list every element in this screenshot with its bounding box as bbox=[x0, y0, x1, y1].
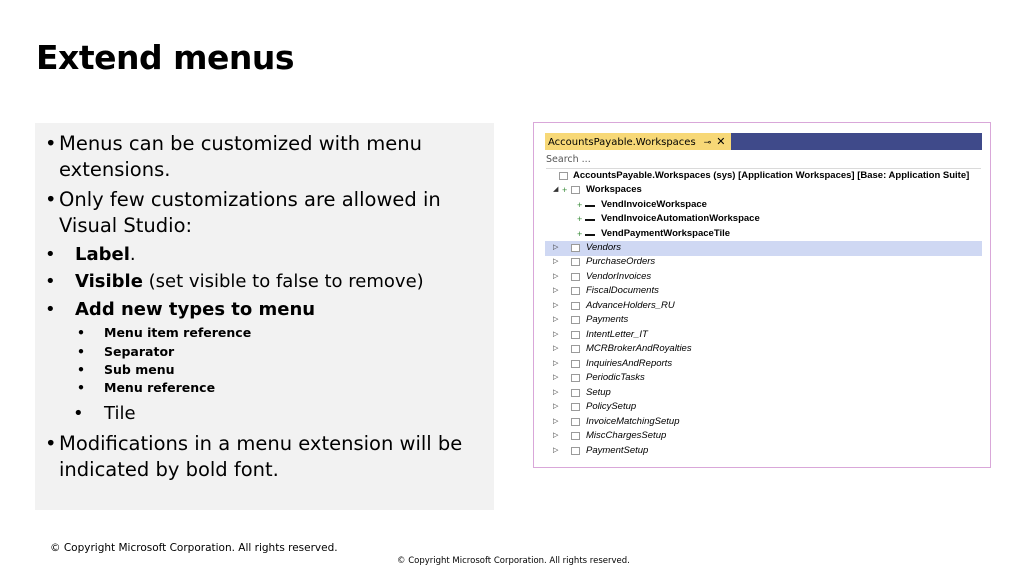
folder-icon bbox=[571, 186, 580, 194]
collapsed-arrow-icon[interactable]: ▷ bbox=[553, 287, 559, 294]
tree-label: Setup bbox=[586, 387, 611, 398]
folder-icon bbox=[571, 345, 580, 353]
folder-icon bbox=[571, 403, 580, 411]
tree-label: PeriodicTasks bbox=[586, 372, 645, 383]
collapsed-arrow-icon[interactable]: ▷ bbox=[553, 302, 559, 309]
bullet-dot: • bbox=[45, 244, 56, 265]
bullet-text: Menus can be customized with menu bbox=[59, 132, 423, 155]
sub-bullet-text: Menu reference bbox=[104, 380, 216, 395]
bullet-text: indicated by bold font. bbox=[59, 458, 279, 481]
sub-bullet-menu-item-reference bbox=[77, 325, 252, 340]
tree-label: VendInvoiceWorkspace bbox=[601, 199, 707, 210]
bullet-text: Modifications in a menu extension will be bbox=[59, 432, 463, 455]
folder-icon bbox=[571, 244, 580, 252]
tree-node-workspaces[interactable] bbox=[545, 183, 982, 198]
tree-label: MiscChargesSetup bbox=[586, 430, 667, 441]
sub-bullet-separator bbox=[77, 344, 175, 359]
tree-label: VendInvoiceAutomationWorkspace bbox=[601, 213, 760, 224]
tree-node[interactable] bbox=[545, 415, 982, 430]
folder-icon bbox=[571, 432, 580, 440]
tree-node[interactable] bbox=[545, 357, 982, 372]
bullet-dot: • bbox=[45, 188, 57, 211]
sub-bullet-text: Sub menu bbox=[104, 362, 175, 377]
tree-child[interactable] bbox=[545, 227, 982, 242]
added-icon: + bbox=[577, 229, 583, 239]
collapsed-arrow-icon[interactable]: ▷ bbox=[553, 345, 559, 352]
pin-icon[interactable]: ⊸ bbox=[703, 138, 712, 148]
bullet-dot: • bbox=[77, 380, 85, 395]
tree-label: PurchaseOrders bbox=[586, 256, 656, 267]
folder-icon bbox=[571, 360, 580, 368]
folder-icon bbox=[571, 389, 580, 397]
tree-label: Vendors bbox=[586, 242, 622, 253]
tree-label: AccountsPayable.Workspaces (sys) [Application Workspaces] [Base: Application Suite] bbox=[573, 170, 970, 181]
expanded-arrow-icon[interactable]: ◢ bbox=[553, 186, 559, 193]
visual-studio-screenshot bbox=[533, 122, 991, 468]
added-icon: + bbox=[577, 200, 583, 210]
tree-label: PolicySetup bbox=[586, 401, 637, 412]
folder-icon bbox=[559, 172, 568, 180]
folder-icon bbox=[571, 273, 580, 281]
collapsed-arrow-icon[interactable]: ▷ bbox=[553, 360, 559, 367]
tree-node[interactable] bbox=[545, 328, 982, 343]
tree-label: VendorInvoices bbox=[586, 271, 652, 282]
folder-icon bbox=[571, 287, 580, 295]
collapsed-arrow-icon[interactable]: ▷ bbox=[553, 418, 559, 425]
added-icon: + bbox=[577, 214, 583, 224]
tree-label: AdvanceHolders_RU bbox=[586, 300, 675, 311]
document-tab-bar bbox=[545, 133, 982, 150]
menu-item-icon bbox=[585, 205, 595, 207]
bullet-text: extensions. bbox=[59, 158, 171, 181]
copyright-left: © Copyright Microsoft Corporation. All rights reserved. bbox=[50, 542, 338, 554]
collapsed-arrow-icon[interactable]: ▷ bbox=[553, 331, 559, 338]
search-input[interactable]: Search ... bbox=[546, 154, 981, 169]
tree-root[interactable] bbox=[545, 169, 982, 184]
bullet-dot: • bbox=[77, 362, 85, 377]
tree-node[interactable] bbox=[545, 284, 982, 299]
folder-icon bbox=[571, 316, 580, 324]
bullet-text: Only few customizations are allowed in bbox=[59, 188, 441, 211]
folder-icon bbox=[571, 418, 580, 426]
bullet-dot: • bbox=[73, 403, 84, 424]
tree-label: VendPaymentWorkspaceTile bbox=[601, 228, 731, 239]
tree-node[interactable] bbox=[545, 386, 982, 401]
tree-node[interactable] bbox=[545, 255, 982, 270]
collapsed-arrow-icon[interactable]: ▷ bbox=[553, 447, 559, 454]
tree-child[interactable] bbox=[545, 198, 982, 213]
added-icon: + bbox=[562, 185, 568, 195]
bullet-dot: • bbox=[77, 344, 85, 359]
bullet-text: Visual Studio: bbox=[59, 214, 193, 237]
tree-node[interactable] bbox=[545, 429, 982, 444]
tab-label: AccountsPayable.Workspaces bbox=[548, 137, 696, 148]
tree-label: PaymentSetup bbox=[586, 445, 649, 456]
tree-node[interactable] bbox=[545, 313, 982, 328]
copyright-center: © Copyright Microsoft Corporation. All rights reserved. bbox=[397, 556, 630, 566]
tree-child[interactable] bbox=[545, 212, 982, 227]
folder-icon bbox=[571, 302, 580, 310]
collapsed-arrow-icon[interactable]: ▷ bbox=[553, 374, 559, 381]
folder-icon bbox=[571, 258, 580, 266]
collapsed-arrow-icon[interactable]: ▷ bbox=[553, 244, 559, 251]
slide-title: Extend menus bbox=[36, 38, 294, 77]
tree-label: InvoiceMatchingSetup bbox=[586, 416, 680, 427]
sub-bullet-sub-menu bbox=[77, 362, 175, 377]
folder-icon bbox=[571, 374, 580, 382]
bullet-bold-text: Label bbox=[75, 244, 130, 265]
collapsed-arrow-icon[interactable]: ▷ bbox=[553, 316, 559, 323]
bullet-dot: • bbox=[77, 325, 85, 340]
folder-icon bbox=[571, 447, 580, 455]
bullet-dot: • bbox=[45, 132, 57, 155]
tree-label: FiscalDocuments bbox=[586, 285, 659, 296]
bullet-bold-text: Add new types to menu bbox=[75, 299, 316, 320]
collapsed-arrow-icon[interactable]: ▷ bbox=[553, 389, 559, 396]
menu-item-icon bbox=[585, 219, 595, 221]
tree-node[interactable] bbox=[545, 241, 982, 256]
bullet-panel bbox=[35, 123, 494, 510]
collapsed-arrow-icon[interactable]: ▷ bbox=[553, 432, 559, 439]
sub-bullet-menu-reference bbox=[77, 380, 216, 395]
sub-bullet-text: Menu item reference bbox=[104, 325, 252, 340]
tree-node[interactable] bbox=[545, 299, 982, 314]
tree-label: Payments bbox=[586, 314, 629, 325]
tree-node[interactable] bbox=[545, 342, 982, 357]
tree-label: InquiriesAndReports bbox=[586, 358, 673, 369]
bullet-text: . bbox=[129, 244, 136, 265]
document-tab[interactable] bbox=[545, 133, 731, 150]
tree-label: IntentLetter_IT bbox=[586, 329, 648, 340]
collapsed-arrow-icon[interactable]: ▷ bbox=[553, 403, 559, 410]
tree-node[interactable] bbox=[545, 400, 982, 415]
bullet-dot: • bbox=[45, 299, 56, 320]
tree-label: Workspaces bbox=[586, 184, 642, 195]
collapsed-arrow-icon[interactable]: ▷ bbox=[553, 258, 559, 265]
tree-node[interactable] bbox=[545, 270, 982, 285]
bullet-text: (set visible to false to remove) bbox=[142, 271, 424, 292]
bullet-dot: • bbox=[45, 271, 56, 292]
collapsed-arrow-icon[interactable]: ▷ bbox=[553, 273, 559, 280]
bullet-dot: • bbox=[45, 432, 57, 455]
bullet-bold-text: Visible bbox=[75, 271, 143, 292]
tree-label: MCRBrokerAndRoyalties bbox=[586, 343, 692, 354]
tree-node[interactable] bbox=[545, 444, 982, 459]
sub-bullet-text: Tile bbox=[104, 403, 136, 424]
tree-node[interactable] bbox=[545, 371, 982, 386]
sub-bullet-text: Separator bbox=[104, 344, 175, 359]
close-icon[interactable]: ✕ bbox=[716, 135, 726, 148]
menu-item-icon bbox=[585, 234, 595, 236]
folder-icon bbox=[571, 331, 580, 339]
